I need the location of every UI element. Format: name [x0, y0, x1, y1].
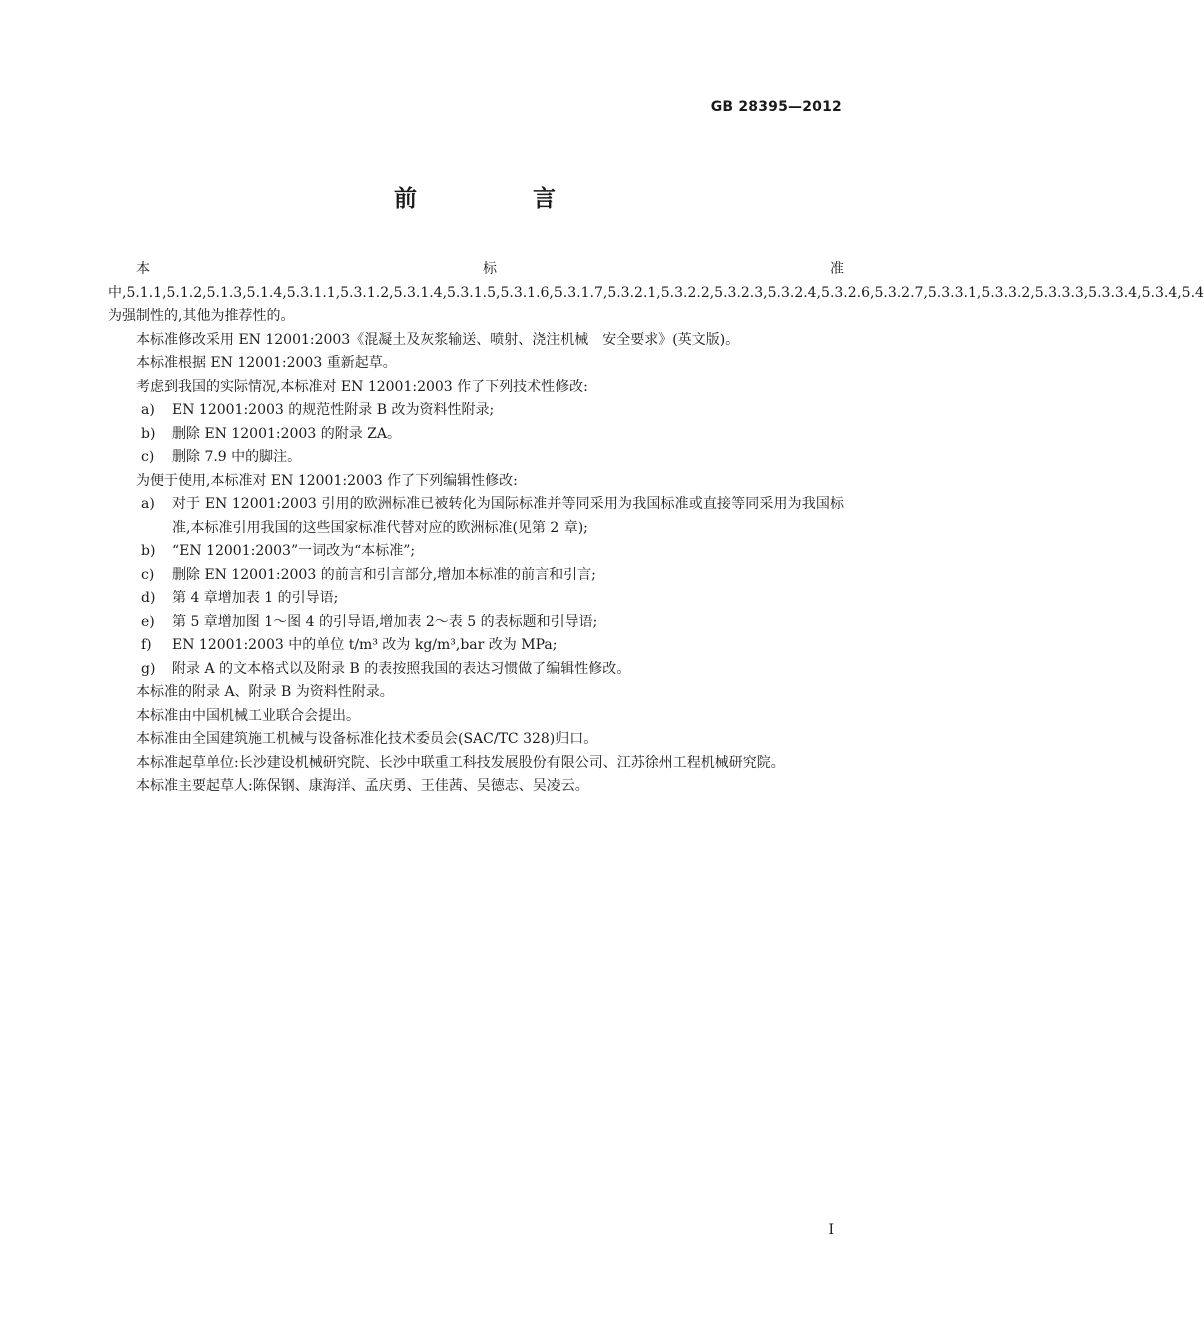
list-item-text: 对于 EN 12001:2003 引用的欧洲标准已被转化为国际标准并等同采用为我国标准或直接等同采用为我国标准,本标准引用我国的这些国家标准代替对应的欧洲标准(见第 2 章); — [172, 496, 844, 536]
paragraph-adoption: 本标准修改采用 EN 12001:2003《混凝土及灰浆输送、喷射、浇注机械 安全要求》(英文版)。 — [136, 331, 740, 348]
list-item-text: 删除 7.9 中的脚注。 — [172, 449, 302, 465]
paragraph-redrafted: 本标准根据 EN 12001:2003 重新起草。 — [136, 355, 397, 371]
list-item-marker: a) — [141, 402, 155, 418]
list-item — [108, 587, 844, 611]
list-item-text: EN 12001:2003 的规范性附录 B 改为资料性附录; — [172, 402, 495, 418]
list-item-text: 第 5 章增加图 1～图 4 的引导语,增加表 2～表 5 的表标题和引导语; — [172, 613, 598, 630]
paragraph-proposer: 本标准由中国机械工业联合会提出。 — [136, 707, 360, 724]
list-item-text: 删除 EN 12001:2003 的前言和引言部分,增加本标准的前言和引言; — [172, 566, 596, 583]
list-item — [108, 634, 844, 658]
paragraph-drafting-units: 本标准起草单位:长沙建设机械研究院、长沙中联重工科技发展股份有限公司、江苏徐州工程机械研究院。 — [136, 754, 785, 771]
list-item — [108, 611, 844, 635]
list-item-text: EN 12001:2003 中的单位 t/m³ 改为 kg/m³,bar 改为 MPa; — [172, 637, 558, 653]
list-item — [108, 446, 844, 470]
list-item-marker: a) — [141, 496, 155, 512]
list-item — [108, 423, 844, 447]
standard-number: GB 28395—2012 — [710, 99, 842, 115]
list-item-marker: g) — [141, 660, 156, 677]
paragraph-editorial-changes-intro: 为便于使用,本标准对 EN 12001:2003 作了下列编辑性修改: — [136, 472, 518, 489]
list-item-text: 附录 A 的文本格式以及附录 B 的表按照我国的表达习惯做了编辑性修改。 — [172, 660, 631, 677]
paragraph-committee: 本标准由全国建筑施工机械与设备标准化技术委员会(SAC/TC 328)归口。 — [136, 731, 598, 747]
list-item-marker: c) — [141, 449, 155, 465]
list-item-marker: b) — [141, 543, 156, 559]
list-item — [108, 564, 844, 588]
list-item-marker: e) — [141, 613, 155, 630]
list-item-text: 第 4 章增加表 1 的引导语; — [172, 590, 339, 606]
list-item — [108, 493, 844, 540]
list-item-marker: c) — [141, 566, 155, 583]
list-item — [108, 540, 844, 564]
paragraph-drafters: 本标准主要起草人:陈保钢、康海洋、孟庆勇、王佳茜、吴德志、吴凌云。 — [136, 778, 589, 794]
list-item — [108, 399, 844, 423]
list-item-text: 删除 EN 12001:2003 的附录 ZA。 — [172, 425, 401, 442]
list-item-marker: f) — [141, 637, 152, 653]
list-item-marker: b) — [141, 425, 156, 442]
paragraph-mandatory-clauses: 本标准中,5.1.1,5.1.2,5.1.3,5.1.4,5.3.1.1,5.3.1.2,5.3.1.4,5.3.1.5,5.3.1.6,5.3.1.7,5.3.2.1,5.3.2.2,5.3.2.3,5.3.2.4,5.3.2.6,5.3.2.7,5.3.3.1,5.3.3.2,5.3.3.3,5.3.3.4,5.3.4,5.4 为强制性的,其他为推荐性的。 — [108, 261, 1204, 324]
paragraph-annexes: 本标准的附录 A、附录 B 为资料性附录。 — [136, 684, 394, 700]
page-title: 前 言 — [393, 186, 610, 212]
page-number: I — [828, 1222, 834, 1238]
list-item-text: “EN 12001:2003”一词改为“本标准”; — [172, 543, 416, 559]
list-item — [108, 658, 844, 682]
paragraph-technical-changes-intro: 考虑到我国的实际情况,本标准对 EN 12001:2003 作了下列技术性修改: — [136, 378, 588, 395]
list-item-marker: d) — [141, 590, 156, 606]
document-body — [108, 258, 1204, 799]
